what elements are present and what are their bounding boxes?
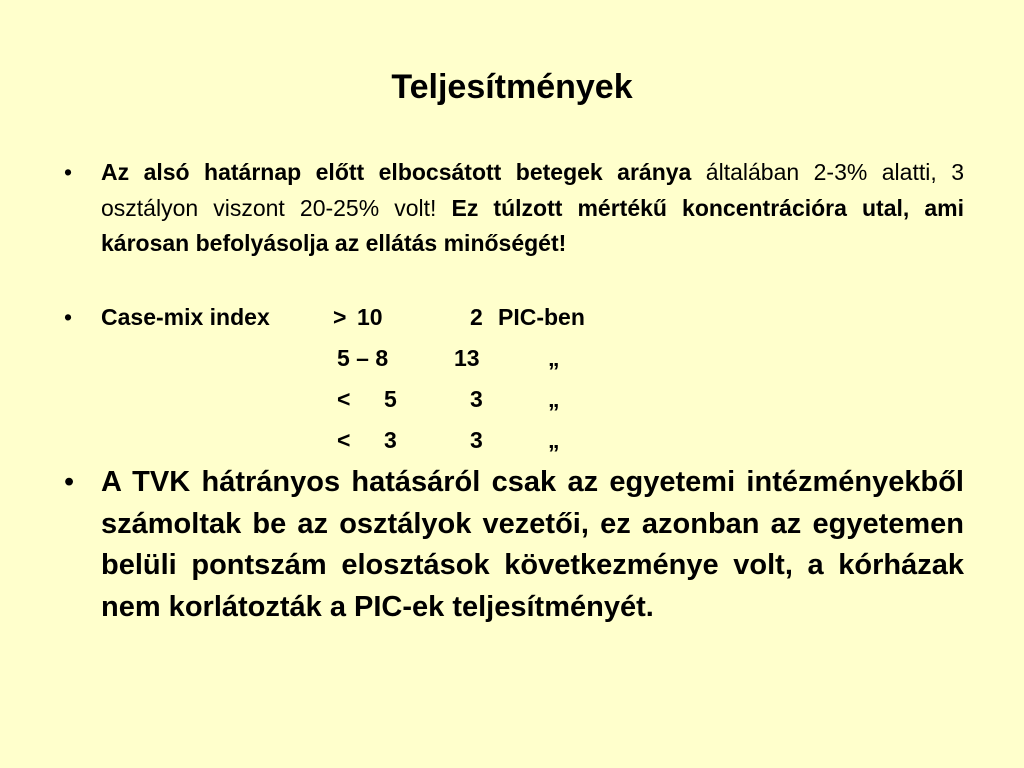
case-mix-row4-op: < [337, 427, 351, 453]
case-mix-row2-value: 5 – 8 [337, 345, 389, 371]
bullet-text-bold-conclusion: Ez túlzott mértékű koncentrációra utal, ami károsan befolyásolja az ellátás minőségét! [101, 194, 964, 256]
case-mix-row2-unit: „ [548, 345, 560, 371]
case-mix-row3-value: 5 [384, 386, 397, 412]
case-mix-row4-unit: „ [548, 427, 560, 453]
slide-title: Teljesítmények [391, 68, 633, 106]
case-mix-row3-count: 3 [470, 386, 483, 412]
bullet-text: A TVK hátrányos hatásáról csak az egyetemi intézményekből számoltak be az osztályok vezetői, ez azonban az egyetemen belüli pontszám elosztások következménye volt, a kórházak nem korlátozták a PIC-ek teljesítményét. [101, 466, 964, 623]
case-mix-row3-op: < [337, 386, 351, 412]
bullet-marker: • [64, 159, 73, 185]
case-mix-row4-count: 3 [470, 427, 483, 453]
case-mix-row1-op: > [333, 304, 347, 330]
case-mix-row1-value: 10 [357, 304, 383, 330]
bullet-marker: • [64, 466, 75, 498]
case-mix-row2-count: 13 [454, 345, 480, 371]
bullet-text [101, 155, 964, 262]
case-mix-row4-value: 3 [384, 427, 397, 453]
bullet-text-bold-intro: Az alsó határnap előtt elbocsátott betegek aránya [101, 159, 692, 185]
bullet-case-mix [64, 300, 964, 480]
bullet-text-normal: általában 2-3% alatti, 3 osztályon viszont 20-25% volt! [101, 159, 964, 221]
bullet-marker: • [64, 304, 73, 330]
case-mix-label: Case-mix index [101, 304, 270, 330]
case-mix-row1-unit: PIC-ben [498, 304, 585, 330]
case-mix-row1-count: 2 [470, 304, 483, 330]
bullet-discharge-ratio [64, 155, 964, 262]
bullet-tvk-effect [64, 462, 964, 628]
case-mix-row3-unit: „ [548, 386, 560, 412]
